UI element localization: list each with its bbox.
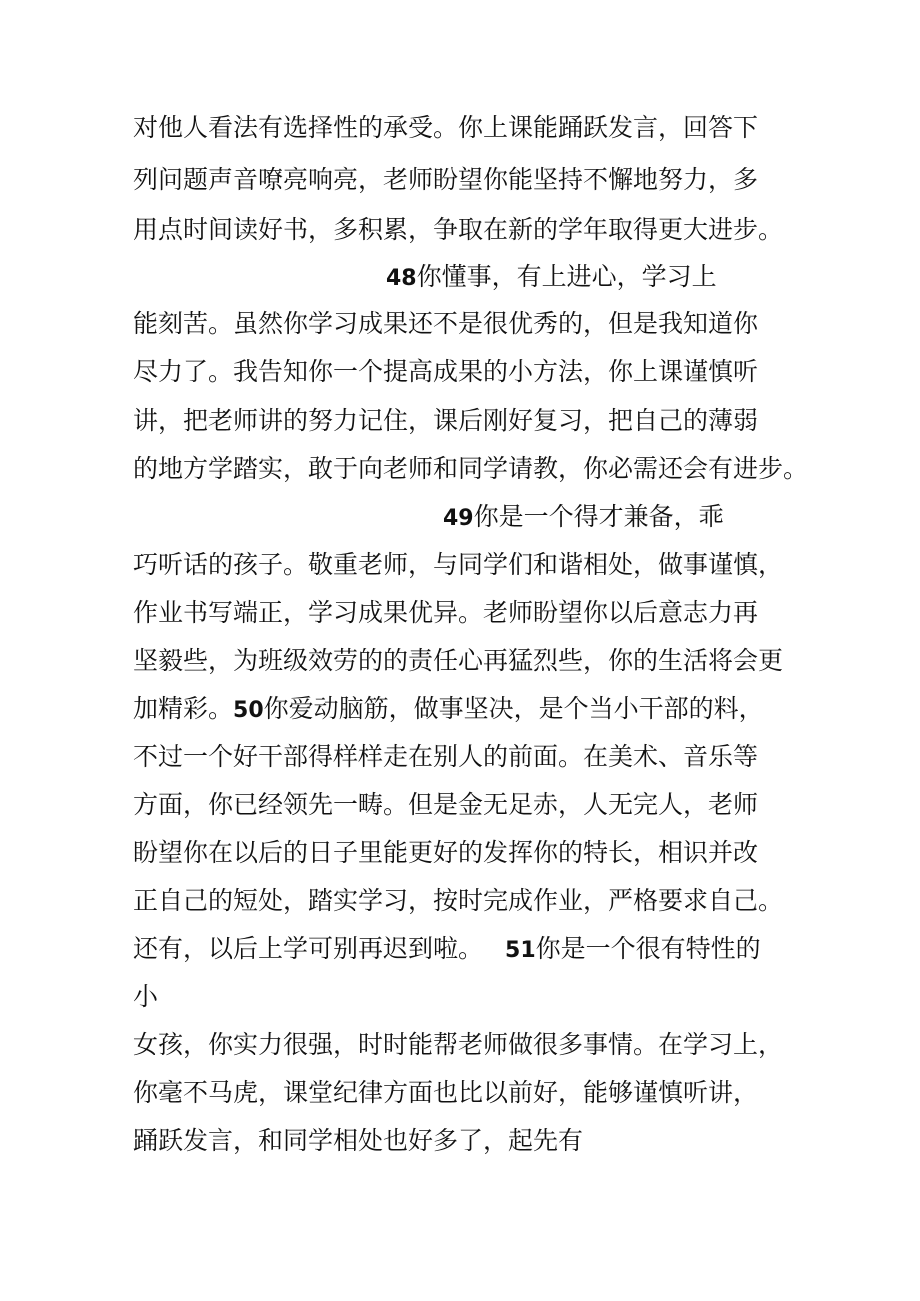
text-line bbox=[133, 1073, 758, 1113]
text-line bbox=[133, 545, 783, 585]
text-line bbox=[133, 785, 758, 825]
text-line bbox=[133, 108, 758, 148]
entry-number: 51 bbox=[505, 938, 536, 963]
line-text: 你爱动脑筋，做事坚决，是个当小干部的料， bbox=[263, 694, 764, 723]
text-line bbox=[133, 929, 761, 969]
line-text: 列问题声音嘹亮响亮，老师盼望你能坚持不懈地努力，多 bbox=[133, 165, 759, 194]
line-text: 小 bbox=[133, 982, 159, 1011]
line-text: 方面，你已经领先一畴。但是金无足赤，人无完人，老师 bbox=[133, 790, 759, 819]
line-text: 讲，把老师讲的努力记住，课后刚好复习，把自己的薄弱 bbox=[133, 406, 759, 435]
text-line bbox=[133, 449, 808, 489]
line-text: 踊跃发言，和同学相处也好多了，起先有 bbox=[133, 1126, 584, 1155]
text-line bbox=[133, 1121, 583, 1161]
text-line bbox=[133, 977, 158, 1017]
line-text: 女孩，你实力很强，时时能帮老师做很多事情。在学习上， bbox=[133, 1030, 784, 1059]
text-line bbox=[133, 737, 758, 777]
text-line bbox=[133, 593, 758, 633]
line-text: 盼望你在以后的日子里能更好的发挥你的特长，相识并改 bbox=[133, 838, 759, 867]
text-line bbox=[133, 401, 758, 441]
line-text: 作业书写端正，学习成果优异。老师盼望你以后意志力再 bbox=[133, 598, 759, 627]
line-text: 尽力了。我告知你一个提高成果的小方法，你上课谨慎听 bbox=[133, 357, 759, 386]
line-text: 用点时间读好书，多积累，争取在新的学年取得更大进步。 bbox=[133, 215, 784, 244]
line-text: 你是一个得才兼备，乖 bbox=[473, 502, 724, 531]
text-line bbox=[133, 160, 758, 200]
line-text: 还有，以后上学可别再迟到啦。 bbox=[133, 934, 484, 963]
line-text: 的地方学踏实，敢于向老师和同学请教，你必需还会有进步。 bbox=[133, 454, 809, 483]
entry-number: 50 bbox=[233, 698, 264, 723]
line-text: 你懂事，有上进心，学习上 bbox=[416, 262, 717, 291]
entry-number: 49 bbox=[443, 506, 474, 531]
text-line bbox=[133, 1025, 783, 1065]
line-text: 不过一个好干部得样样走在别人的前面。在美术、音乐等 bbox=[133, 742, 759, 771]
entry-heading-48 bbox=[386, 257, 717, 297]
text-line bbox=[133, 641, 783, 681]
entry-heading-49 bbox=[443, 497, 724, 537]
text-line bbox=[133, 352, 758, 392]
text-line bbox=[133, 304, 758, 344]
entry-number: 48 bbox=[386, 266, 417, 291]
line-text: 加精彩。 bbox=[133, 694, 234, 723]
line-text: 你是一个很有特性的 bbox=[535, 934, 761, 963]
text-line bbox=[133, 210, 783, 250]
text-line bbox=[133, 833, 758, 873]
line-text: 对他人看法有选择性的承受。你上课能踊跃发言，回答下 bbox=[133, 113, 759, 142]
text-line bbox=[133, 881, 783, 921]
line-text: 正自己的短处，踏实学习，按时完成作业，严格要求自己。 bbox=[133, 886, 784, 915]
line-text: 巧听话的孩子。敬重老师，与同学们和谐相处，做事谨慎， bbox=[133, 550, 784, 579]
line-text: 坚毅些，为班级效劳的的责任心再猛烈些，你的生活将会更 bbox=[133, 646, 784, 675]
line-text: 你毫不马虎，课堂纪律方面也比以前好，能够谨慎听讲， bbox=[133, 1078, 759, 1107]
line-text: 能刻苦。虽然你学习成果还不是很优秀的，但是我知道你 bbox=[133, 309, 759, 338]
text-line bbox=[133, 689, 764, 729]
